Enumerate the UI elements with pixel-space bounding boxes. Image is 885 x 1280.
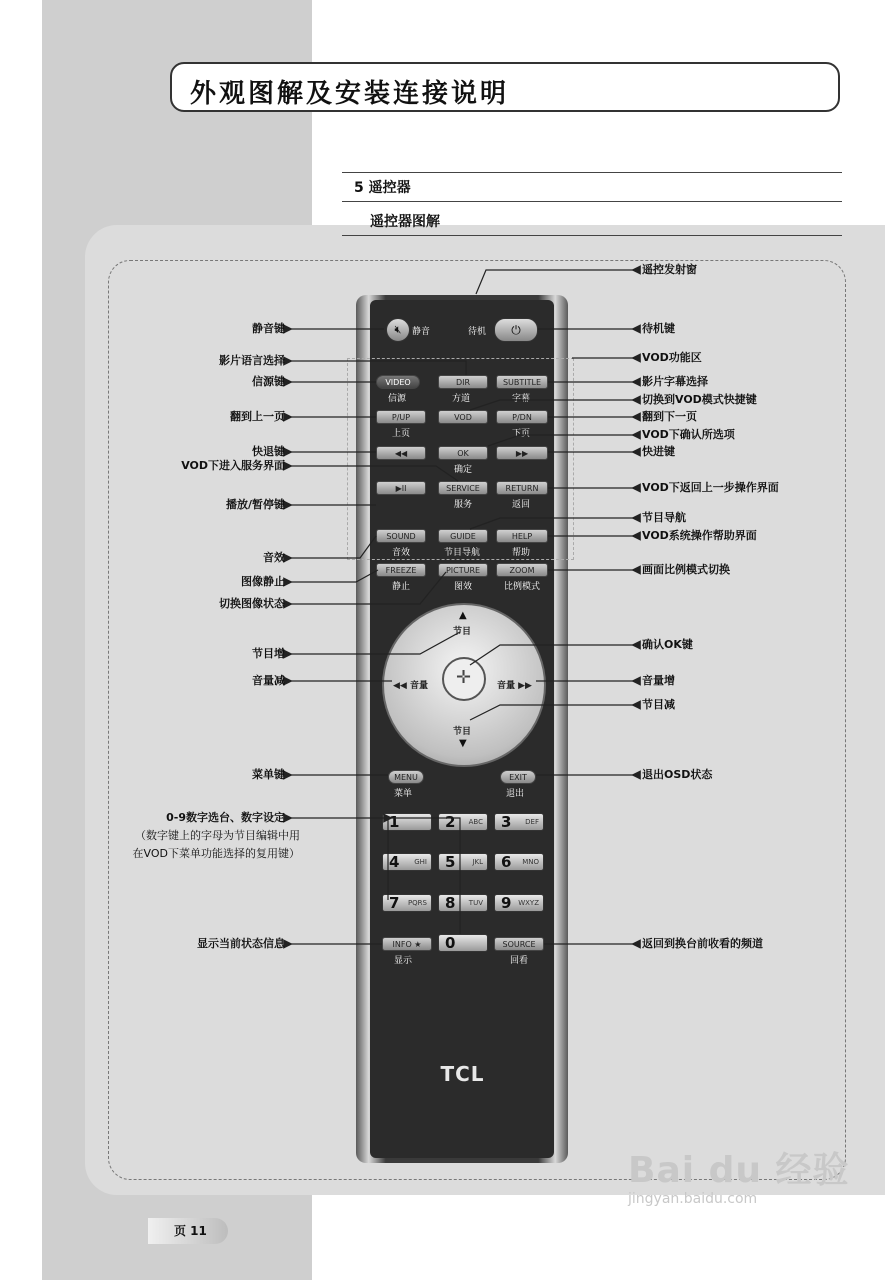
label-source: 信源键 — [252, 375, 285, 388]
freeze-caption: 静止 — [392, 582, 411, 592]
label-vol-up: 音量增 — [642, 674, 675, 687]
forward-button[interactable]: ▶▶ — [496, 446, 548, 460]
sound-button[interactable]: SOUND — [376, 529, 426, 543]
label-vod-zone: VOD功能区 — [642, 351, 702, 364]
watermark-logo: Bai du 经验 — [628, 1150, 850, 1191]
label-digits-note1: （数字键上的字母为节目编辑中用 — [135, 829, 300, 842]
info-caption: 显示 — [394, 956, 413, 966]
label-vol-down: 音量减 — [252, 674, 285, 687]
label-guide: 节目导航 — [642, 511, 686, 524]
label-mute: 静音键 — [252, 322, 285, 335]
label-digits-note2: 在VOD下菜单功能选择的复用键） — [132, 847, 300, 860]
label-digits: 0-9数字选台、数字设定 — [166, 811, 285, 824]
service-button[interactable]: SERVICE — [438, 481, 488, 495]
exit-button[interactable]: EXIT — [500, 770, 536, 784]
label-page-up: 翻到上一页 — [230, 410, 285, 423]
brand-logo: TCL — [440, 1062, 485, 1086]
subtitle-button[interactable]: SUBTITLE — [496, 375, 548, 389]
vod-button[interactable]: VOD — [438, 410, 488, 424]
digit-2-button[interactable]: 2 ABC — [438, 813, 488, 831]
guide-button[interactable]: GUIDE — [438, 529, 488, 543]
freeze-button[interactable]: FREEZE — [376, 563, 426, 577]
video-caption: 信源 — [388, 394, 407, 404]
video-button[interactable]: VIDEO — [376, 375, 420, 389]
digit-5-button[interactable]: 5 JKL — [438, 853, 488, 871]
label-page-down: 翻到下一页 — [642, 410, 697, 423]
label-rewind: 快退键 — [252, 445, 285, 458]
subtitle-caption: 字幕 — [512, 394, 531, 404]
section-heading: 5 遥控器 — [342, 172, 842, 202]
label-picture: 切换图像状态 — [219, 597, 285, 610]
label-service: VOD下进入服务界面 — [181, 459, 285, 472]
guide-caption: 节目导航 — [444, 548, 481, 558]
zoom-button[interactable]: ZOOM — [496, 563, 548, 577]
arrow-up-icon: ▲ — [459, 610, 467, 621]
recall-caption: 回看 — [510, 956, 529, 966]
label-ok: 确认OK键 — [642, 638, 693, 651]
page-title: 外观图解及安装连接说明 — [190, 79, 510, 109]
power-caption: 待机 — [468, 327, 487, 337]
label-info: 显示当前状态信息 — [197, 937, 285, 950]
return-caption: 返回 — [512, 500, 531, 510]
label-forward: 快进键 — [642, 445, 675, 458]
mute-caption: 静音 — [412, 327, 431, 337]
label-subtitle: 影片字幕选择 — [642, 375, 708, 388]
ok-top-button[interactable]: OK — [438, 446, 488, 460]
dir-button[interactable]: DIR — [438, 375, 488, 389]
digit-8-button[interactable]: 8 TUV — [438, 894, 488, 912]
crosshair-icon: ✛ — [456, 667, 472, 688]
exit-caption: 退出 — [506, 789, 525, 799]
play-pause-button[interactable]: ▶II — [376, 481, 426, 495]
zoom-caption: 比例模式 — [504, 582, 541, 592]
recall-button[interactable]: SOURCE — [494, 937, 544, 951]
label-sound: 音效 — [263, 551, 285, 564]
dir-caption: 方道 — [452, 394, 471, 404]
label-play: 播放/暂停键 — [225, 498, 285, 511]
arrow-down-icon: ▼ — [459, 738, 467, 749]
dpad-up-label[interactable]: 节目 — [453, 627, 472, 637]
service-caption: 服务 — [454, 500, 473, 510]
label-help: VOD系统操作帮助界面 — [642, 529, 757, 542]
label-vod-return: VOD下返回上一步操作界面 — [642, 481, 779, 494]
help-caption: 帮助 — [512, 548, 531, 558]
digit-4-button[interactable]: 4 GHI — [382, 853, 432, 871]
label-vod-ok: VOD下确认所选项 — [642, 428, 735, 441]
speaker-mute-icon: 🔇︎ — [394, 323, 402, 336]
dpad-left-label[interactable]: ◀◀ 音量 — [393, 681, 428, 691]
picture-button[interactable]: PICTURE — [438, 563, 488, 577]
page-down-caption: 下页 — [512, 429, 531, 439]
rewind-button[interactable]: ◀◀ — [376, 446, 426, 460]
digit-7-button[interactable]: 7 PQRS — [382, 894, 432, 912]
label-menu: 菜单键 — [252, 768, 285, 781]
label-recall: 返回到换台前收看的频道 — [642, 937, 763, 950]
page-up-caption: 上页 — [392, 429, 411, 439]
digit-6-button[interactable]: 6 MNO — [494, 853, 544, 871]
page-number: 页 11 — [148, 1218, 228, 1244]
digit-0-button[interactable]: 0 — [438, 934, 488, 952]
label-vod-mode: 切换到VOD模式快捷键 — [642, 393, 757, 406]
digit-9-button[interactable]: 9 WXYZ — [494, 894, 544, 912]
section-subheading: 遥控器图解 — [342, 208, 842, 236]
label-standby: 待机键 — [642, 322, 675, 335]
ok-top-caption: 确定 — [454, 465, 473, 475]
page-up-button[interactable]: P/UP — [376, 410, 426, 424]
watermark-url: jingyan.baidu.com — [628, 1191, 758, 1207]
label-audio-lang: 影片语言选择 — [219, 354, 285, 367]
label-zoom: 画面比例模式切换 — [642, 563, 730, 576]
label-emitter: 遥控发射窗 — [642, 263, 697, 276]
label-freeze: 图像静止 — [241, 575, 285, 588]
help-button[interactable]: HELP — [496, 529, 548, 543]
digit-1-button[interactable]: 1 — [382, 813, 432, 831]
label-exit: 退出OSD状态 — [642, 768, 713, 781]
page-down-button[interactable]: P/DN — [496, 410, 548, 424]
picture-caption: 图效 — [454, 582, 473, 592]
info-button[interactable]: INFO ★ — [382, 937, 432, 951]
label-ch-down: 节目减 — [642, 698, 675, 711]
label-ch-up: 节目增 — [252, 647, 285, 660]
menu-caption: 菜单 — [394, 789, 413, 799]
dpad-down-label[interactable]: 节目 — [453, 727, 472, 737]
power-icon: ⏻ — [511, 323, 521, 337]
return-button[interactable]: RETURN — [496, 481, 548, 495]
menu-button[interactable]: MENU — [388, 770, 424, 784]
sound-caption: 音效 — [392, 548, 411, 558]
watermark — [628, 1142, 850, 1207]
digit-3-button[interactable]: 3 DEF — [494, 813, 544, 831]
dpad-right-label[interactable]: 音量 ▶▶ — [497, 681, 532, 691]
